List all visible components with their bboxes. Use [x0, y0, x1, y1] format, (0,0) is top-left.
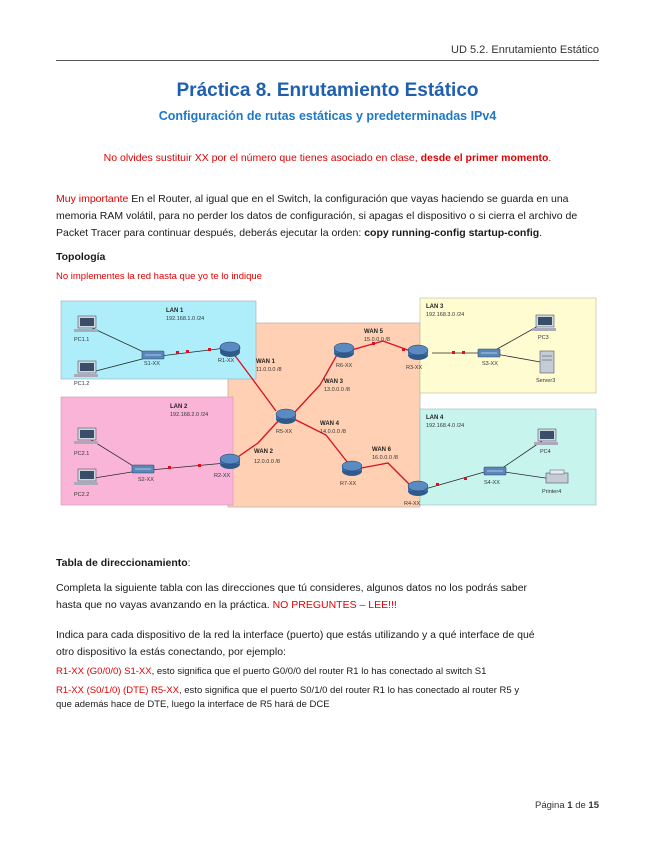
iface-line-2: otro dispositivo la estás conectando, por ejemplo:	[56, 646, 286, 658]
warning-emphasis: desde el primer momento	[420, 152, 549, 164]
page-header: UD 5.2. Enrutamiento Estático	[451, 44, 599, 56]
switch-icon[interactable]	[142, 351, 164, 359]
instr-text-2: hasta que no vayas avanzando en la práctica.	[56, 599, 273, 611]
table-heading	[56, 557, 191, 569]
footer-total: 15	[588, 800, 599, 811]
wan4-name: WAN 4	[320, 421, 340, 427]
wan6-net: 16.0.0.0 /8	[372, 455, 398, 461]
topology-heading: Topología	[56, 251, 106, 263]
wan1-net: 11.0.0.0 /8	[256, 367, 282, 373]
footer-of: de	[575, 800, 586, 811]
document-title: Práctica 8. Enrutamiento Estático	[176, 80, 479, 101]
example-1-code: R1-XX (G0/0/0) S1-XX	[56, 666, 152, 677]
s3-label: S3-XX	[482, 361, 498, 367]
lan4-net: 192.168.4.0 /24	[426, 423, 465, 429]
r2-label: R2-XX	[214, 473, 231, 479]
footer-page: 1	[567, 800, 573, 811]
example-2-text: , esto significa que el puerto S0/1/0 del router R1 lo has conectado al router R5 y	[179, 685, 520, 696]
router-icon[interactable]	[342, 461, 362, 476]
lan1-net: 192.168.1.0 /24	[166, 316, 205, 322]
lan3-net: 192.168.3.0 /24	[426, 312, 465, 318]
r6-label: R6-XX	[336, 363, 353, 369]
important-line-3	[56, 225, 599, 242]
important-end: .	[539, 227, 543, 239]
lan1-name: LAN 1	[166, 308, 184, 314]
lan4-name: LAN 4	[426, 415, 444, 421]
warning-end: .	[548, 152, 552, 164]
lan2-net: 192.168.2.0 /24	[170, 412, 209, 418]
router-icon[interactable]	[408, 481, 428, 496]
r5-label: R5-XX	[276, 429, 293, 435]
pc22-label: PC2.2	[74, 492, 90, 498]
document-subtitle: Configuración de rutas estáticas y predeterminadas IPv4	[158, 109, 497, 123]
important-line-1	[56, 191, 599, 208]
router-icon[interactable]	[220, 342, 240, 357]
wan6-name: WAN 6	[372, 447, 392, 453]
wan3-name: WAN 3	[324, 379, 344, 385]
pc3-label: PC3	[538, 335, 549, 341]
footer-label: Página	[535, 800, 565, 811]
warning-note	[0, 152, 655, 164]
lan3-name: LAN 3	[426, 304, 444, 310]
router-icon[interactable]	[334, 343, 354, 358]
server3-label: Server3	[536, 378, 556, 384]
example-1-text: , esto significa que el puerto G0/0/0 del router R1 lo has conectado al switch S1	[151, 666, 487, 677]
important-text-3: Packet Tracer para continuar después, deberás ejecutar la orden:	[56, 227, 365, 239]
important-line-2: memoria RAM volátil, para no perder los datos de configuración, si apagas el dispositivo o si cierra el archivo de	[56, 210, 578, 222]
wan-zone	[228, 323, 420, 507]
wan5-name: WAN 5	[364, 329, 384, 335]
r7-label: R7-XX	[340, 481, 357, 487]
router-icon[interactable]	[276, 409, 296, 424]
example-2	[56, 684, 599, 698]
important-label: Muy importante	[56, 193, 129, 205]
pc11-label: PC1.1	[74, 337, 90, 343]
s4-label: S4-XX	[484, 480, 500, 486]
pc12-label: PC1.2	[74, 381, 90, 387]
examples	[56, 665, 599, 712]
wan3-net: 13.0.0.0 /8	[324, 387, 350, 393]
page-footer	[535, 800, 599, 811]
topology-note: No implementes la red hasta que yo te lo indique	[56, 271, 262, 282]
interface-instructions	[56, 627, 599, 661]
r1-label: R1-XX	[218, 358, 235, 364]
lan2-name: LAN 2	[170, 404, 188, 410]
example-1	[56, 665, 599, 679]
switch-icon[interactable]	[478, 349, 500, 357]
wan4-net: 14.0.0.0 /8	[320, 429, 346, 435]
important-command: copy running-config startup-config	[364, 227, 540, 239]
switch-icon[interactable]	[484, 467, 506, 475]
switch-icon[interactable]	[132, 465, 154, 473]
pc21-label: PC2.1	[74, 451, 90, 457]
s2-label: S2-XX	[138, 477, 154, 483]
network-topology-diagram	[58, 293, 600, 517]
table-instructions	[56, 580, 599, 614]
important-paragraph	[56, 191, 599, 242]
example-2-code: R1-XX (S0/1/0) (DTE) R5-XX	[56, 685, 179, 696]
example-2-line-2: que además hace de DTE, luego la interface de R5 hará de DCE	[56, 699, 330, 710]
s1-label: S1-XX	[144, 361, 160, 367]
wan2-net: 12.0.0.0 /8	[254, 459, 280, 465]
warning-text: No olvides sustituir XX por el número que tienes asociado en clase,	[103, 152, 418, 164]
router-icon[interactable]	[220, 454, 240, 469]
header-divider	[56, 60, 599, 61]
important-text-1: En el Router, al igual que en el Switch, la configuración que vayas haciendo se guarda en una	[128, 193, 569, 205]
instr-line-1: Completa la siguiente tabla con las direcciones que tú consideres, algunos datos no los podrás saber	[56, 582, 528, 594]
r4-label: R4-XX	[404, 501, 421, 507]
wan1-name: WAN 1	[256, 359, 276, 365]
table-heading-text: Tabla de direccionamiento	[56, 557, 188, 569]
server-icon[interactable]	[540, 351, 554, 373]
iface-line-1: Indica para cada dispositivo de la red la interface (puerto) que estás utilizando y a qué interface de qué	[56, 629, 535, 641]
instr-line-2	[56, 597, 599, 614]
r3-label: R3-XX	[406, 365, 423, 371]
router-icon[interactable]	[408, 345, 428, 360]
wan5-net: 15.0.0.0 /8	[364, 337, 390, 343]
wan2-name: WAN 2	[254, 449, 274, 455]
instr-warning: NO PREGUNTES – LEE!!!	[272, 599, 397, 611]
pc4-label: PC4	[540, 449, 551, 455]
printer4-label: Printer4	[542, 489, 562, 495]
table-heading-colon: :	[187, 557, 191, 569]
